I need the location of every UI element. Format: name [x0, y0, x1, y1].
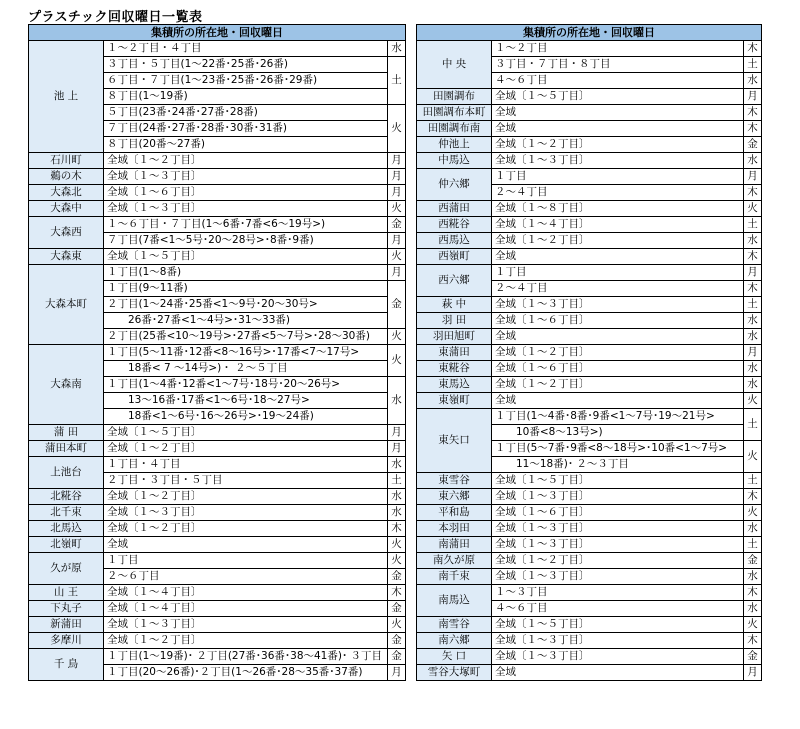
collection-day: 月	[744, 169, 762, 185]
collection-day: 金	[388, 569, 406, 585]
area-name: 羽 田	[417, 313, 492, 329]
table-row	[417, 665, 762, 681]
address-detail: ２丁目(1～24番･25番<1～9号･20～30号>	[104, 297, 388, 313]
address-detail: 全域〔１～２丁目〕	[104, 153, 388, 169]
table-row	[29, 537, 406, 553]
address-detail: ５丁目(23番･24番･27番･28番)	[104, 105, 388, 121]
table-row	[417, 649, 762, 665]
address-detail: 全域〔１～２丁目〕	[104, 489, 388, 505]
collection-day: 火	[388, 553, 406, 569]
address-detail: １丁目・４丁目	[104, 457, 388, 473]
table-row	[29, 617, 406, 633]
collection-day: 水	[388, 489, 406, 505]
table-row	[29, 201, 406, 217]
collection-day: 火	[744, 617, 762, 633]
area-name: 大森北	[29, 185, 104, 201]
collection-day: 火	[744, 505, 762, 521]
area-name: 石川町	[29, 153, 104, 169]
address-detail: 全域〔１～３丁目〕	[492, 537, 744, 553]
area-name: 大森西	[29, 217, 104, 249]
collection-day: 木	[388, 585, 406, 601]
address-detail: 全域	[492, 105, 744, 121]
area-name: 北馬込	[29, 521, 104, 537]
address-detail: １～３丁目	[492, 585, 744, 601]
address-detail: 全域〔１～３丁目〕	[104, 201, 388, 217]
collection-day: 土	[744, 297, 762, 313]
collection-day: 水	[388, 505, 406, 521]
address-detail: ４～６丁目	[492, 73, 744, 89]
collection-day: 水	[744, 329, 762, 345]
table-row	[417, 505, 762, 521]
collection-day: 月	[744, 265, 762, 281]
collection-day: 水	[744, 569, 762, 585]
address-detail: 全域〔１～５丁目〕	[492, 617, 744, 633]
table-row	[417, 121, 762, 137]
address-detail: ３丁目・５丁目(1～22番･25番･26番)	[104, 57, 388, 73]
collection-day: 火	[744, 441, 762, 473]
collection-day: 水	[744, 313, 762, 329]
area-name: 新蒲田	[29, 617, 104, 633]
collection-day: 金	[744, 553, 762, 569]
area-name: 大森南	[29, 345, 104, 425]
area-name: 千 鳥	[29, 649, 104, 681]
area-name: 大森中	[29, 201, 104, 217]
table-row	[29, 217, 406, 233]
address-detail: 全域〔１～４丁目〕	[492, 217, 744, 233]
collection-day: 木	[744, 105, 762, 121]
area-name: 南馬込	[417, 585, 492, 617]
address-detail: １丁目(20～26番)･２丁目(1～26番･28～35番･37番)	[104, 665, 388, 681]
area-name: 仲六郷	[417, 169, 492, 201]
collection-day: 月	[388, 169, 406, 185]
collection-day: 火	[744, 393, 762, 409]
table-row	[417, 169, 762, 185]
address-detail: 全域〔１～４丁目〕	[104, 585, 388, 601]
table-row	[417, 361, 762, 377]
address-detail: １丁目(1～4番･8番･9番<1～7号･19～21号>	[492, 409, 744, 425]
table-row	[29, 489, 406, 505]
address-detail: １丁目(1～19番)･ ２丁目(27番･36番･38～41番)･ ３丁目	[104, 649, 388, 665]
address-detail: 18番<1～6号･16～26号>･19～24番)	[104, 409, 388, 425]
collection-day: 金	[744, 137, 762, 153]
area-name: 東矢口	[417, 409, 492, 473]
address-detail: ２～６丁目	[104, 569, 388, 585]
collection-day: 火	[388, 201, 406, 217]
collection-day: 火	[388, 329, 406, 345]
table-header-left: 集積所の所在地・回収曜日	[29, 25, 406, 41]
collection-day: 水	[744, 377, 762, 393]
address-detail: 全域〔１～３丁目〕	[104, 169, 388, 185]
address-detail: 全域〔１～３丁目〕	[492, 521, 744, 537]
area-name: 東嶺町	[417, 393, 492, 409]
address-detail: １～２丁目	[492, 41, 744, 57]
table-row	[417, 633, 762, 649]
collection-day: 火	[744, 201, 762, 217]
schedule-table-right	[416, 24, 762, 681]
table-row	[29, 41, 406, 57]
collection-day: 金	[388, 601, 406, 617]
area-name: 西糀谷	[417, 217, 492, 233]
address-detail: 全域	[492, 665, 744, 681]
address-detail: 全域〔１～５丁目〕	[104, 425, 388, 441]
collection-day: 水	[388, 457, 406, 473]
table-row	[417, 473, 762, 489]
address-detail: １丁目	[492, 265, 744, 281]
collection-day: 月	[744, 89, 762, 105]
table-row	[417, 105, 762, 121]
table-row	[417, 153, 762, 169]
address-detail: 全域	[492, 121, 744, 137]
area-name: 南雪谷	[417, 617, 492, 633]
schedule-table-left	[28, 24, 406, 681]
address-detail: 全域〔１～５丁目〕	[492, 473, 744, 489]
area-name: 西蒲田	[417, 201, 492, 217]
area-name: 萩 中	[417, 297, 492, 313]
address-detail: ４～６丁目	[492, 601, 744, 617]
address-detail: 全域〔１～４丁目〕	[104, 601, 388, 617]
area-name: 山 王	[29, 585, 104, 601]
table-row	[29, 649, 406, 665]
address-detail: 全域	[104, 537, 388, 553]
address-detail: 全域	[492, 249, 744, 265]
area-name: 本羽田	[417, 521, 492, 537]
table-row	[417, 521, 762, 537]
area-name: 田園調布南	[417, 121, 492, 137]
area-name: 田園調布	[417, 89, 492, 105]
area-name: 東六郷	[417, 489, 492, 505]
collection-day: 金	[388, 217, 406, 233]
table-row	[417, 617, 762, 633]
address-detail: ８丁目(1～19番)	[104, 89, 388, 105]
collection-day: 土	[744, 217, 762, 233]
collection-day: 月	[388, 185, 406, 201]
table-row	[417, 233, 762, 249]
area-name: 蒲 田	[29, 425, 104, 441]
table-row	[29, 633, 406, 649]
address-detail: 全域〔１～２丁目〕	[104, 441, 388, 457]
area-name: 東蒲田	[417, 345, 492, 361]
table-row	[29, 265, 406, 281]
address-detail: ２～４丁目	[492, 185, 744, 201]
collection-day: 月	[744, 345, 762, 361]
collection-day: 木	[744, 489, 762, 505]
table-row	[29, 553, 406, 569]
collection-day: 木	[744, 121, 762, 137]
address-detail: ３丁目・７丁目・８丁目	[492, 57, 744, 73]
table-row	[417, 345, 762, 361]
area-name: 池 上	[29, 41, 104, 153]
collection-day: 月	[388, 665, 406, 681]
table-row	[29, 601, 406, 617]
area-name: 中 央	[417, 41, 492, 89]
collection-day: 金	[744, 649, 762, 665]
address-detail: １丁目(5～7番･9番<8～18号>･10番<1～7号>	[492, 441, 744, 457]
area-name: 東糀谷	[417, 361, 492, 377]
collection-day: 水	[388, 41, 406, 57]
collection-day: 金	[388, 649, 406, 665]
table-row	[417, 553, 762, 569]
collection-day: 土	[744, 57, 762, 73]
collection-day: 水	[744, 521, 762, 537]
address-detail: 全域〔１～２丁目〕	[492, 345, 744, 361]
address-detail: 全域〔１～２丁目〕	[492, 137, 744, 153]
table-row	[417, 409, 762, 425]
address-detail: ２～４丁目	[492, 281, 744, 297]
address-detail: 全域〔１～２丁目〕	[104, 521, 388, 537]
collection-day: 火	[388, 617, 406, 633]
area-name: 中馬込	[417, 153, 492, 169]
address-detail: 全域〔１～２丁目〕	[104, 633, 388, 649]
collection-day: 火	[388, 537, 406, 553]
collection-day: 金	[388, 633, 406, 649]
collection-day: 水	[744, 153, 762, 169]
address-detail: 全域	[492, 393, 744, 409]
collection-day: 木	[388, 521, 406, 537]
area-name: 大森本町	[29, 265, 104, 345]
address-detail: 全域〔１～３丁目〕	[492, 649, 744, 665]
address-detail: ２丁目・３丁目・５丁目	[104, 473, 388, 489]
area-name: 南久が原	[417, 553, 492, 569]
page-title: プラスチック回収曜日一覧表	[28, 10, 203, 25]
collection-day: 土	[388, 473, 406, 489]
collection-day: 火	[388, 105, 406, 153]
area-name: 上池台	[29, 457, 104, 489]
collection-day: 月	[388, 425, 406, 441]
address-detail: 全域〔１～８丁目〕	[492, 201, 744, 217]
table-row	[417, 537, 762, 553]
collection-day: 木	[744, 585, 762, 601]
area-name: 蒲田本町	[29, 441, 104, 457]
collection-day: 木	[744, 281, 762, 297]
address-detail: 全域〔１～６丁目〕	[492, 505, 744, 521]
table-row	[417, 489, 762, 505]
address-detail: 全域〔１～３丁目〕	[492, 569, 744, 585]
area-name: 田園調布本町	[417, 105, 492, 121]
table-row	[417, 569, 762, 585]
area-name: 西馬込	[417, 233, 492, 249]
table-row	[29, 153, 406, 169]
table-row	[417, 265, 762, 281]
table-row	[29, 185, 406, 201]
address-detail: ７丁目(24番･27番･28番･30番･31番)	[104, 121, 388, 137]
address-detail: 全域〔１～３丁目〕	[492, 633, 744, 649]
area-name: 平和島	[417, 505, 492, 521]
address-detail: １～２丁目・４丁目	[104, 41, 388, 57]
collection-day: 月	[388, 153, 406, 169]
address-detail: １丁目(1～4番･12番<1～7号･18号･20～26号>	[104, 377, 388, 393]
collection-day: 水	[744, 601, 762, 617]
address-detail: ８丁目(20番～27番)	[104, 137, 388, 153]
area-name: 大森東	[29, 249, 104, 265]
address-detail: １丁目(1～8番)	[104, 265, 388, 281]
address-detail: ６丁目・７丁目(1～23番･25番･26番･29番)	[104, 73, 388, 89]
area-name: 南千束	[417, 569, 492, 585]
table-row	[417, 217, 762, 233]
address-detail: １～６丁目・７丁目(1～6番･7番<6～19号>)	[104, 217, 388, 233]
collection-day: 月	[744, 665, 762, 681]
address-detail: 全域〔１～３丁目〕	[104, 505, 388, 521]
table-row	[417, 313, 762, 329]
area-name: 南蒲田	[417, 537, 492, 553]
collection-day: 木	[744, 41, 762, 57]
address-detail: １丁目(9～11番)	[104, 281, 388, 297]
address-detail: 13～16番･17番<1～6号･18～27号>	[104, 393, 388, 409]
collection-day: 月	[388, 441, 406, 457]
table-row	[417, 201, 762, 217]
table-row	[29, 457, 406, 473]
address-detail: 全域〔１～６丁目〕	[104, 185, 388, 201]
area-name: 北千束	[29, 505, 104, 521]
address-detail: 全域〔１～３丁目〕	[492, 489, 744, 505]
table-row	[29, 425, 406, 441]
address-detail: １丁目	[104, 553, 388, 569]
table-row	[417, 249, 762, 265]
address-detail: １丁目(5～11番･12番<8～16号>･17番<7～17号>	[104, 345, 388, 361]
area-name: 下丸子	[29, 601, 104, 617]
collection-day: 木	[744, 633, 762, 649]
area-name: 東雪谷	[417, 473, 492, 489]
area-name: 北嶺町	[29, 537, 104, 553]
table-row	[417, 585, 762, 601]
address-detail: ７丁目(7番<1～5号･20～28号>･8番･9番)	[104, 233, 388, 249]
address-detail: 全域〔１～２丁目〕	[492, 377, 744, 393]
table-row	[417, 329, 762, 345]
area-name: 北糀谷	[29, 489, 104, 505]
table-row	[417, 137, 762, 153]
table-row	[29, 345, 406, 361]
table-row	[29, 585, 406, 601]
collection-day: 火	[388, 345, 406, 377]
area-name: 仲池上	[417, 137, 492, 153]
table-row	[417, 393, 762, 409]
address-detail: 全域〔１～５丁目〕	[492, 89, 744, 105]
address-detail: 全域〔１～３丁目〕	[104, 617, 388, 633]
table-row	[29, 249, 406, 265]
address-detail: 全域〔１～５丁目〕	[104, 249, 388, 265]
collection-day: 月	[388, 265, 406, 281]
collection-day: 土	[744, 409, 762, 441]
collection-day: 水	[744, 73, 762, 89]
address-detail: １丁目	[492, 169, 744, 185]
table-header-right: 集積所の所在地・回収曜日	[417, 25, 762, 41]
collection-day: 水	[744, 233, 762, 249]
collection-day: 土	[744, 473, 762, 489]
address-detail: 全域〔１～２丁目〕	[492, 553, 744, 569]
area-name: 南六郷	[417, 633, 492, 649]
address-detail: 18番< 7 ～14号>)・ ２～５丁目	[104, 361, 388, 377]
table-row	[29, 521, 406, 537]
table-row	[29, 505, 406, 521]
collection-day: 木	[744, 249, 762, 265]
collection-day: 木	[744, 185, 762, 201]
collection-day: 水	[744, 361, 762, 377]
table-row	[417, 297, 762, 313]
table-row	[417, 89, 762, 105]
area-name: 西嶺町	[417, 249, 492, 265]
table-row	[29, 169, 406, 185]
area-name: 矢 口	[417, 649, 492, 665]
table-row	[29, 441, 406, 457]
address-detail: 10番<8～13号>)	[492, 425, 744, 441]
area-name: 西六郷	[417, 265, 492, 297]
table-row	[417, 41, 762, 57]
collection-day: 月	[388, 233, 406, 249]
address-detail: 全域	[492, 329, 744, 345]
address-detail: 全域〔１～３丁目〕	[492, 297, 744, 313]
collection-day: 土	[744, 537, 762, 553]
area-name: 久が原	[29, 553, 104, 585]
address-detail: 全域〔１～２丁目〕	[492, 233, 744, 249]
collection-day: 火	[388, 249, 406, 265]
address-detail: 全域〔１～６丁目〕	[492, 361, 744, 377]
area-name: 多摩川	[29, 633, 104, 649]
area-name: 鵜の木	[29, 169, 104, 185]
area-name: 羽田旭町	[417, 329, 492, 345]
address-detail: 全域〔１～６丁目〕	[492, 313, 744, 329]
address-detail: 26番･27番<1～4号>･31～33番)	[104, 313, 388, 329]
address-detail: 全域〔１～３丁目〕	[492, 153, 744, 169]
collection-day: 金	[388, 281, 406, 329]
address-detail: 11～18番)･ ２～３丁目	[492, 457, 744, 473]
area-name: 東馬込	[417, 377, 492, 393]
address-detail: ２丁目(25番<10～19号>･27番<5～7号>･28～30番)	[104, 329, 388, 345]
area-name: 雪谷大塚町	[417, 665, 492, 681]
collection-day: 水	[388, 377, 406, 425]
table-row	[417, 377, 762, 393]
collection-day: 土	[388, 57, 406, 105]
